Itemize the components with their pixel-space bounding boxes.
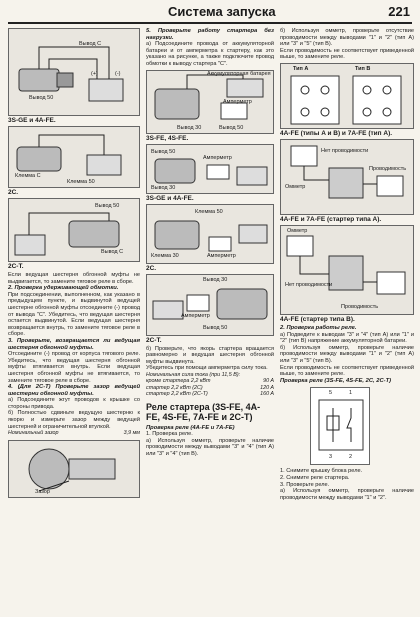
label-ohmmeter-b: Омметр	[287, 227, 308, 234]
label-output-c: Вывод C	[101, 249, 124, 255]
column-1	[8, 28, 140, 498]
gap-value: 3,9 мм	[123, 430, 140, 437]
col3-paragraph-1: Если проводимость не соответствует приведенной выше, то замените реле.	[280, 47, 414, 61]
label-no-conduct: Нет проводимости	[321, 147, 369, 154]
label-output-30: Вывод 30	[177, 124, 202, 131]
current-name-0: кроме стартера 2,2 кВт	[146, 378, 211, 385]
figure-relay-types	[280, 63, 414, 129]
col2-paragraph-0: 5. Проверьте работу стартера без нагрузки.	[146, 28, 274, 41]
caption-fig1: 3S-GE и 4A-FE.	[8, 117, 56, 124]
label-clamp-50: Клемма 50	[67, 179, 95, 185]
col1-paragraph-4: Отсоедините (-) провод от корпуса тягового реле. Убедитесь, что ведущая шестерня обгонной муфты втягивается внутрь. Если ведущая шестерня обгонной муфты не втягивается, то замените тяговое реле в сборе.	[8, 351, 140, 384]
label-terminal-c: Вывод C	[79, 41, 102, 47]
gap-spec	[8, 430, 140, 436]
label-output-50b: Вывод 50	[219, 124, 244, 131]
figure-starter-2c	[8, 126, 140, 188]
label-clamp-30: Клемма 30	[151, 252, 179, 259]
label-battery: Аккумуляторная батарея	[207, 70, 271, 77]
col1-paragraph-2: При подсоединении, выполненном, как указано в предыдущем пункте, и выдвинутой ведущей шестерне обгонной муфты отсоедините (-) провод от вывода "C". Убедитесь, что ведущая шестерня остается выдвинутой. Если ведущая шестерня возвращается внутрь, то замените тяговое реле в сборе.	[8, 291, 140, 338]
col1-paragraph-3: 3. Проверьте, возвращается ли ведущая шестерня обгонной муфты.	[8, 337, 140, 351]
label-plus: (+)	[91, 71, 98, 77]
col1-paragraph-7: б) Полностью сдвиньте ведущую шестерню к якорю и измерьте зазор между ведущей шестерней и ограничительной втулкой.	[8, 410, 140, 430]
figure-starter-2ct	[8, 198, 140, 262]
figure-relay-b-test	[280, 225, 414, 315]
label-type-b: Тип B	[355, 65, 371, 72]
page-title: Система запуска	[168, 4, 276, 19]
label-type-a: Тип A	[293, 65, 309, 72]
relay-paragraph-0: 1. Проверка реле.	[146, 431, 193, 438]
label-no-conduct-b: Нет проводимости	[285, 281, 333, 288]
caption-fig3: 2C-T.	[8, 263, 24, 270]
caption-fig2: 2C.	[8, 189, 19, 196]
relay-types-diagram	[281, 64, 413, 128]
col3-relay-subtitle: Проверка реле (3S-FE, 4S-FE, 2C, 2C-T)	[280, 377, 392, 384]
col3-paragraph-9: а) Используя омметр, проверьте наличие проводимости между выводами "1" и "2".	[280, 488, 414, 501]
col3-paragraph-7: 2. Снимите реле стартера.	[280, 474, 350, 481]
col2-paragraph-1: а) Подсоедините провода от аккумуляторной батареи и от амперметра к стартеру, как это указано на рисунке, а также подключите провод обмотки к выводу стартера "C".	[146, 41, 274, 67]
column-2	[146, 28, 274, 458]
label-clamp-50b: Клемма 50	[195, 208, 223, 215]
col3-paragraph-0: б) Используя омметр, проверьте отсутствие проводимости между выводами "1" и "2" (тип A) или "3" и "5" (тип B).	[280, 28, 414, 48]
pin-3: 3	[329, 454, 333, 461]
col1-paragraph-6: а) Подсоедините жгут проводов к крышке со стороны привода.	[8, 397, 140, 410]
label-gap: Зазор	[35, 488, 50, 495]
figure-noload-2ct	[146, 274, 274, 336]
caption-col3-fig1: 4A-FE (типы A и B) и 7A-FE (тип A).	[280, 129, 393, 137]
col1-paragraph-0: Если ведущая шестерня обгонной муфты не выдвигается, то замените тяговое реле в сборе.	[8, 272, 140, 285]
current-row-2	[146, 391, 274, 397]
col2-paragraph-3: Убедитесь при помощи амперметра силу тока.	[146, 365, 268, 372]
label-conduct-b: Проводимость	[341, 303, 379, 310]
relay-paragraph-1: а) Используя омметр, проверьте наличие проводимости между выводами "3" и "4" (тип A) или "3" и "4" (тип B).	[146, 437, 274, 457]
col1-paragraph-1: 2. Проверка удерживающей обмотки.	[8, 285, 119, 292]
label-minus: (-)	[115, 71, 121, 77]
label-terminal-50: Вывод 50	[29, 95, 54, 101]
column-3	[280, 28, 414, 501]
current-value-0: 90 A	[263, 378, 274, 385]
noload-diagram-1	[147, 71, 273, 133]
label-conduct: Проводимость	[369, 165, 407, 172]
label-col2-30: Вывод 30	[151, 184, 176, 191]
caption-col2-fig4: 2C-T.	[146, 336, 162, 344]
gap-label: Номинальный зазор	[8, 430, 59, 437]
col1-paragraph-5: 4. (Для 2C-T) Проверьте зазор ведущей шестерни обгонной муфты.	[8, 384, 140, 397]
caption-col2-fig3: 2C.	[146, 264, 157, 272]
figure-relay-a-test	[280, 139, 414, 215]
label-ohmmeter: Омметр	[285, 183, 306, 190]
label-output-50: Вывод 50	[95, 203, 120, 209]
current-value-2: 160 A	[260, 391, 274, 398]
figure-gap	[8, 440, 140, 498]
caption-col2-fig2: 3S-GE и 4A-FE.	[146, 194, 194, 202]
label-ammeter: Амперметр	[223, 98, 252, 105]
relay-subtitle: Проверка реле (4A-FE и 7A-FE)	[146, 424, 235, 431]
gap-diagram	[9, 441, 139, 497]
current-name-1: стартер 2,2 кВт (2C)	[146, 384, 203, 391]
figure-relay-pins	[310, 387, 370, 465]
current-value-1: 120 A	[260, 384, 274, 391]
col3-paragraph-3: а) Подведите к выводам "3" и "4" (тип A) или "1" и "2" (тип B) напряжение аккумуляторной батареи.	[280, 331, 414, 345]
figure-noload-2c	[146, 204, 274, 264]
relay-b-test-diagram	[281, 226, 413, 314]
pin-2: 2	[349, 454, 353, 461]
col3-paragraph-4: б) Используя омметр, проверьте наличие проводимости между выводами "1" и "2" (тип A) или "3" и "5" (тип B).	[280, 344, 414, 364]
col3-paragraph-6: 1. Снимите крышку блока реле.	[280, 468, 363, 475]
figure-starter-3sge	[8, 28, 140, 116]
label-clamp-c: Клемма C	[15, 173, 41, 179]
label-col2-50c: Вывод 50	[203, 324, 228, 331]
page-header	[8, 4, 412, 24]
label-col2-ammeter-3: Амперметр	[181, 312, 210, 319]
label-col2-50: Вывод 50	[151, 148, 176, 155]
label-col2-ammeter-2: Амперметр	[207, 252, 236, 259]
pin-5: 5	[329, 390, 333, 397]
caption-col3-fig3: 4A-FE (стартер типа B).	[280, 315, 355, 323]
col3-paragraph-2: 2. Проверка работы реле.	[280, 324, 357, 331]
label-col2-ammeter: Амперметр	[203, 154, 232, 161]
col2-paragraph-2: б) Проверьте, что якорь стартера вращается равномерно и ведущая шестерня обгонной муфты выдвинута.	[146, 345, 274, 365]
current-title-text: Номинальная сила тока (при 11,5 В):	[146, 371, 241, 378]
label-col2-30b: Вывод 30	[203, 276, 228, 283]
figure-noload-3sge	[146, 144, 274, 194]
col3-paragraph-8: 3. Проверьте реле.	[280, 481, 330, 488]
relay-pins-diagram	[311, 388, 371, 464]
relay-section-title: Реле стартера (3S-FE, 4A-FE, 4S-FE, 7A-FE и 2C-T)	[146, 401, 261, 422]
current-name-2: стартер 2,2 кВт (2C-T)	[146, 391, 208, 398]
pin-1: 1	[349, 390, 353, 397]
col3-paragraph-5: Если проводимость не соответствует приведенной выше, то замените реле.	[280, 364, 414, 378]
caption-col2-fig1: 3S-FE, 4S-FE.	[146, 134, 189, 142]
page-number: 221	[388, 4, 410, 19]
figure-noload-3sfe	[146, 70, 274, 134]
caption-col3-fig2: 4A-FE и 7A-FE (стартер типа A).	[280, 215, 382, 223]
